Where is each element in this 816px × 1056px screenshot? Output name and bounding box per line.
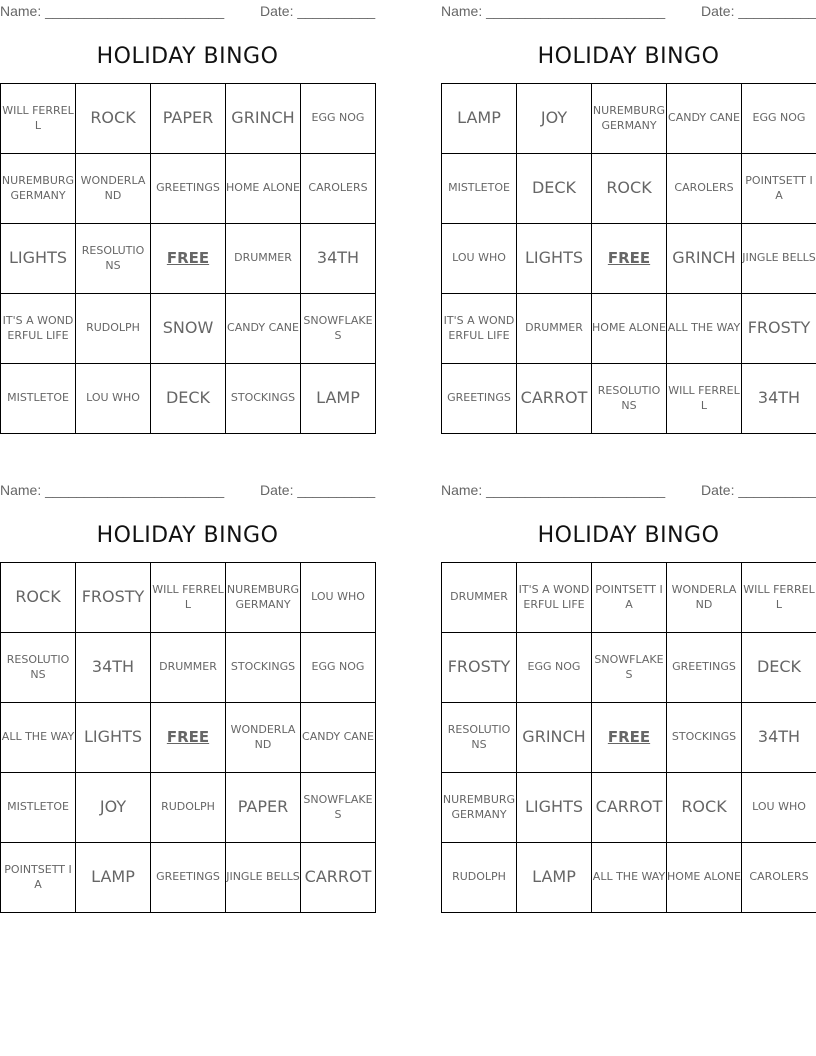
card-header [0, 479, 375, 501]
bingo-cell: 34TH [742, 364, 816, 434]
bingo-cell: LOU WHO [742, 773, 816, 843]
bingo-cell: SNOW [151, 294, 226, 364]
grid-row [442, 563, 816, 633]
bingo-cell: LOU WHO [301, 563, 376, 633]
bingo-cell: LOU WHO [76, 364, 151, 434]
date-field-label: Date: __________ [701, 482, 816, 498]
bingo-cell: NUREMBURG GERMANY [592, 84, 667, 154]
grid-row [1, 633, 376, 703]
bingo-cell: SNOWFLAKE S [301, 294, 376, 364]
bingo-cell: RUDOLPH [442, 843, 517, 913]
bingo-cell: NUREMBURG GERMANY [442, 773, 517, 843]
bingo-cell: CAROLERS [742, 843, 816, 913]
bingo-cell: DRUMMER [517, 294, 592, 364]
bingo-cell: EGG NOG [742, 84, 816, 154]
name-field-label: Name: _______________________ [0, 482, 225, 498]
bingo-cell: EGG NOG [301, 633, 376, 703]
bingo-cell: WONDERLA ND [667, 563, 742, 633]
bingo-cell: IT'S A WONDERFUL LIFE [1, 294, 76, 364]
grid-row [1, 294, 376, 364]
bingo-cell: GRINCH [226, 84, 301, 154]
grid-row [1, 364, 376, 434]
bingo-cell: NUREMBURG GERMANY [226, 563, 301, 633]
bingo-cell: DECK [517, 154, 592, 224]
grid-row [1, 563, 376, 633]
grid-row [442, 633, 816, 703]
bingo-cell: ROCK [76, 84, 151, 154]
grid-row [442, 154, 816, 224]
grid-row [1, 224, 376, 294]
bingo-cell: GREETINGS [151, 154, 226, 224]
bingo-cell: LAMP [301, 364, 376, 434]
bingo-cell: EGG NOG [301, 84, 376, 154]
bingo-cell: PAPER [151, 84, 226, 154]
bingo-cell: STOCKINGS [667, 703, 742, 773]
name-field-label: Name: _______________________ [441, 3, 666, 19]
bingo-cell: RESOLUTIO NS [442, 703, 517, 773]
bingo-grid [441, 562, 816, 913]
bingo-cell: POINTSETT IA [592, 563, 667, 633]
bingo-cell: LIGHTS [76, 703, 151, 773]
bingo-cell: WONDERLA ND [226, 703, 301, 773]
bingo-cell: CAROLERS [667, 154, 742, 224]
card-title: HOLIDAY BINGO [537, 523, 720, 548]
bingo-cell: MISTLETOE [1, 773, 76, 843]
bingo-cell: DRUMMER [226, 224, 301, 294]
grid-row [442, 364, 816, 434]
bingo-cell: CANDY CANE [226, 294, 301, 364]
bingo-cell: JOY [517, 84, 592, 154]
bingo-cell: POINTSETT IA [1, 843, 76, 913]
bingo-cell: ROCK [1, 563, 76, 633]
bingo-cell: CARROT [592, 773, 667, 843]
bingo-cell: WILL FERRELL [151, 563, 226, 633]
bingo-cell: 34TH [76, 633, 151, 703]
bingo-cell: LAMP [517, 843, 592, 913]
bingo-cell: STOCKINGS [226, 364, 301, 434]
card-title: HOLIDAY BINGO [537, 44, 720, 69]
bingo-cell: PAPER [226, 773, 301, 843]
bingo-cell: 34TH [742, 703, 816, 773]
grid-row [442, 703, 816, 773]
bingo-cell: LIGHTS [517, 224, 592, 294]
bingo-cell: CANDY CANE [667, 84, 742, 154]
bingo-cell: POINTSETT IA [742, 154, 816, 224]
bingo-cell: WILL FERRELL [1, 84, 76, 154]
bingo-cell: RUDOLPH [151, 773, 226, 843]
bingo-cell: CAROLERS [301, 154, 376, 224]
grid-row [1, 843, 376, 913]
bingo-cell: LAMP [76, 843, 151, 913]
grid-row [442, 843, 816, 913]
bingo-cell: FROSTY [442, 633, 517, 703]
bingo-cell: MISTLETOE [1, 364, 76, 434]
bingo-cell: JINGLE BELLS [226, 843, 301, 913]
bingo-grid [441, 83, 816, 434]
grid-row [1, 703, 376, 773]
bingo-cell: FROSTY [76, 563, 151, 633]
bingo-cell: GREETINGS [442, 364, 517, 434]
grid-row [442, 224, 816, 294]
bingo-cell: EGG NOG [517, 633, 592, 703]
bingo-card-3 [0, 479, 376, 891]
card-title: HOLIDAY BINGO [96, 523, 279, 548]
grid-row [1, 773, 376, 843]
bingo-cell: WILL FERRELL [742, 563, 816, 633]
free-space-cell: FREE [592, 224, 667, 294]
bingo-cell: GREETINGS [151, 843, 226, 913]
card-title: HOLIDAY BINGO [96, 44, 279, 69]
date-field-label: Date: __________ [701, 3, 816, 19]
bingo-cell: LAMP [442, 84, 517, 154]
bingo-cell: GRINCH [517, 703, 592, 773]
bingo-grid [0, 562, 376, 913]
bingo-cell: CARROT [301, 843, 376, 913]
bingo-cell: RESOLUTIO NS [1, 633, 76, 703]
bingo-cell: SNOWFLAKE S [592, 633, 667, 703]
grid-row [442, 294, 816, 364]
bingo-cell: GRINCH [667, 224, 742, 294]
bingo-cell: 34TH [301, 224, 376, 294]
bingo-cell: DECK [742, 633, 816, 703]
bingo-cell: ALL THE WAY [667, 294, 742, 364]
bingo-cell: RESOLUTIO NS [76, 224, 151, 294]
bingo-card-2 [441, 0, 816, 412]
name-field-label: Name: _______________________ [441, 482, 666, 498]
card-header [0, 0, 375, 22]
date-field-label: Date: __________ [260, 3, 376, 19]
bingo-cell: CARROT [517, 364, 592, 434]
bingo-card-4 [441, 479, 816, 887]
bingo-cell: DRUMMER [151, 633, 226, 703]
bingo-cell: RESOLUTIO NS [592, 364, 667, 434]
name-field-label: Name: _______________________ [0, 3, 225, 19]
bingo-cell: MISTLETOE [442, 154, 517, 224]
bingo-cell: IT'S A WONDERFUL LIFE [517, 563, 592, 633]
bingo-cell: ROCK [592, 154, 667, 224]
bingo-cell: WILL FERRELL [667, 364, 742, 434]
grid-row [442, 84, 816, 154]
bingo-cell: FROSTY [742, 294, 816, 364]
bingo-cell: ALL THE WAY [592, 843, 667, 913]
grid-row [1, 154, 376, 224]
card-header [441, 479, 816, 501]
bingo-cell: STOCKINGS [226, 633, 301, 703]
bingo-cell: JOY [76, 773, 151, 843]
bingo-cell: DRUMMER [442, 563, 517, 633]
date-field-label: Date: __________ [260, 482, 376, 498]
bingo-cell: LIGHTS [517, 773, 592, 843]
bingo-cell: DECK [151, 364, 226, 434]
bingo-cell: GREETINGS [667, 633, 742, 703]
bingo-cell: IT'S A WONDERFUL LIFE [442, 294, 517, 364]
bingo-cell: CANDY CANE [301, 703, 376, 773]
bingo-cell: ROCK [667, 773, 742, 843]
grid-row [442, 773, 816, 843]
free-space-cell: FREE [592, 703, 667, 773]
bingo-cell: HOME ALONE [592, 294, 667, 364]
bingo-cell: RUDOLPH [76, 294, 151, 364]
grid-row [1, 84, 376, 154]
bingo-cell: JINGLE BELLS [742, 224, 816, 294]
bingo-cell: WONDERLA ND [76, 154, 151, 224]
bingo-cell: HOME ALONE [667, 843, 742, 913]
bingo-grid [0, 83, 376, 434]
bingo-cell: HOME ALONE [226, 154, 301, 224]
bingo-cell: NUREMBURG GERMANY [1, 154, 76, 224]
bingo-card-1 [0, 0, 376, 408]
bingo-cell: LOU WHO [442, 224, 517, 294]
free-space-cell: FREE [151, 703, 226, 773]
free-space-cell: FREE [151, 224, 226, 294]
bingo-cell: LIGHTS [1, 224, 76, 294]
card-header [441, 0, 816, 22]
bingo-cell: ALL THE WAY [1, 703, 76, 773]
bingo-cell: SNOWFLAKE S [301, 773, 376, 843]
